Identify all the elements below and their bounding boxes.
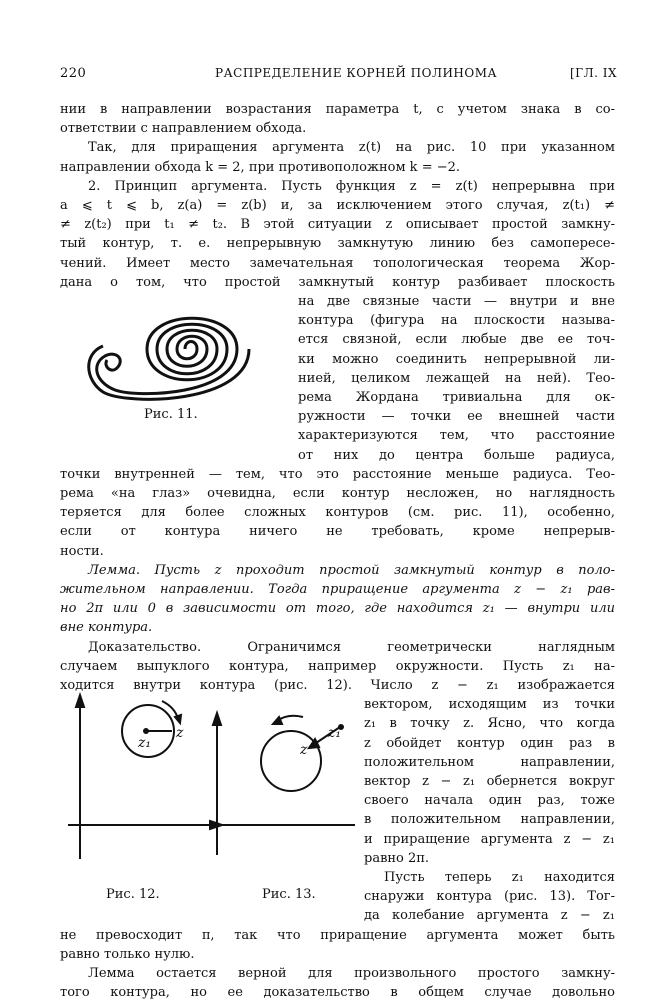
text-line: ности.	[60, 544, 104, 559]
text-line: положительном направлении,	[364, 755, 615, 770]
text-line: z₁ в точку z. Ясно, что когда	[364, 716, 615, 731]
text-line: Пусть теперь z₁ находится	[384, 870, 615, 885]
text-line: z обойдет контур один раз в	[364, 736, 615, 751]
lemma-line: Лемма. Пусть z проходит простой замкнутый контур в поло-	[88, 563, 615, 578]
text-line: Так, для приращения аргумента z(t) на рис. 10 при указанном	[88, 140, 615, 155]
section-heading-line: 2. Принцип аргумента. Пусть функция z = z(t) непрерывна при	[88, 179, 615, 194]
text-line: случаем выпуклого контура, например окружности. Пусть z₁ на-	[60, 659, 615, 674]
text-line: чений. Имеет место замечательная топологическая теорема Жор-	[60, 256, 615, 271]
text-line: направлении обхода k = 2, при противоположном k = −2.	[60, 160, 461, 175]
lemma-line: жительном направлении. Тогда приращение аргумента z − z₁ рав-	[60, 582, 615, 597]
proof-line: Доказательство. Ограничимся геометрически наглядным	[88, 640, 615, 655]
text-line: равно только нулю.	[60, 947, 195, 962]
label-z-fig12: z	[176, 725, 184, 741]
text-line: a ⩽ t ⩽ b, z(a) = z(b) и, за исключением этого случая, z(t₁) ≠	[60, 198, 615, 213]
text-line: нии в направлении возрастания параметра t, с учетом знака в со-	[60, 102, 615, 117]
lemma-line: вне контура.	[60, 620, 153, 635]
text-line: теряется для более сложных контуров (см. рис. 11), особенно,	[60, 505, 615, 520]
label-z1-fig13: z₁	[328, 725, 341, 741]
text-line: снаружи контура (рис. 13). Тог-	[364, 889, 615, 904]
figure-11-caption: Рис. 11.	[144, 407, 198, 422]
text-line: тый контур, т. е. непрерывную замкнутую линию без самопересе-	[60, 236, 615, 251]
figure-12-caption: Рис. 12.	[106, 887, 160, 902]
text-line: своего начала один раз, тоже	[364, 793, 615, 808]
text-line: в положительном направлении,	[364, 812, 615, 827]
text-line: от них до центра больше радиуса,	[298, 448, 615, 463]
lemma-line: но 2π или 0 в зависимости от того, где находится z₁ — внутри или	[60, 601, 615, 616]
text-line: не превосходит π, так что приращение аргумента может быть	[60, 928, 615, 943]
y-axis-arrow	[76, 695, 84, 707]
y-axis-arrow	[213, 713, 221, 725]
chapter-label: [ГЛ. IX	[570, 66, 618, 80]
text-line: вектором, исходящим из точки	[364, 697, 615, 712]
text-line: на две связные части — внутри и вне	[298, 294, 615, 309]
text-line: нией, целиком лежащей на ней). Тео-	[298, 371, 615, 386]
text-line: ≠ z(t₂) при t₁ ≠ t₂. В этой ситуации z описывает простой замкну-	[60, 217, 615, 232]
text-line: рема «на глаз» очевидна, если контур несложен, но наглядность	[60, 486, 615, 501]
text-line: вектор z − z₁ обернется вокруг	[364, 774, 615, 789]
text-line: точки внутренней — тем, что это расстояние меньше радиуса. Тео-	[60, 467, 615, 482]
label-z1-fig12: z₁	[138, 735, 151, 751]
page-number: 220	[60, 66, 87, 81]
contour-circle	[261, 731, 321, 791]
figure-13-caption: Рис. 13.	[262, 887, 316, 902]
text-line: равно 2π.	[364, 851, 429, 866]
figure-13-diagram	[205, 707, 365, 857]
text-line: ки можно соединить непрерывной ли-	[298, 352, 615, 367]
text-line: ходится внутри контура (рис. 12). Число z − z₁ изображается	[60, 678, 615, 693]
text-line: Лемма остается верной для произвольного простого замкну-	[88, 966, 615, 981]
text-line: да колебание аргумента z − z₁	[364, 908, 615, 923]
text-line: характеризуются тем, что расстояние	[298, 428, 615, 443]
text-line: контура (фигура на плоскости называ-	[298, 313, 615, 328]
label-z-fig13: z	[300, 742, 308, 758]
text-line: ответствии с направлением обхода.	[60, 121, 307, 136]
text-line: ружности — точки ее внешней части	[298, 409, 615, 424]
text-line: ется связной, если любые две ее точ-	[298, 332, 615, 347]
text-line: дана о том, что простой замкнутый контур разбивает плоскость	[60, 275, 615, 290]
text-line: если от контура ничего не требовать, кроме непрерыв-	[60, 524, 615, 539]
figure-11-spiral	[85, 294, 285, 404]
figure-12-diagram	[68, 689, 223, 869]
text-line: того контура, но ее доказательство в общем случае довольно	[60, 985, 615, 1000]
text-line: и приращение аргумента z − z₁	[364, 832, 615, 847]
text-line: рема Жордана тривиальна для ок-	[298, 390, 615, 405]
running-title: РАСПРЕДЕЛЕНИЕ КОРНЕЙ ПОЛИНОМА	[215, 66, 498, 80]
